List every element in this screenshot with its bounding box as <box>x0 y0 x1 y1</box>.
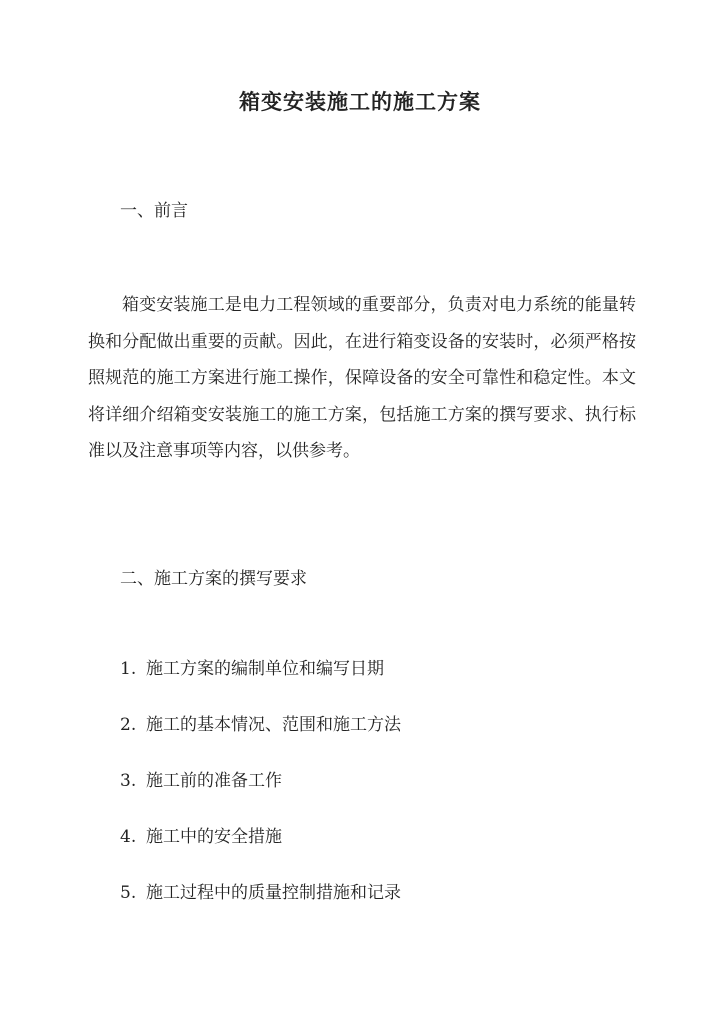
list-item <box>120 655 401 711</box>
section-heading-preface: 一、前言 <box>120 201 188 221</box>
list-item <box>120 823 401 879</box>
preface-paragraph: 箱变安装施工是电力工程领域的重要部分，负责对电力系统的能量转换和分配做出重要的贡献。因此，在进行箱变设备的安装时，必须严格按照规范的施工方案进行施工操作，保障设备的安全可靠性和稳定性。本文将详细介绍箱变安装施工的施工方案，包括施工方案的撰写要求、执行标准以及注意事项等内容，以供参考。 <box>88 295 636 461</box>
list-item <box>120 879 401 935</box>
list-item-text: 施工过程中的质量控制措施和记录 <box>146 883 401 903</box>
list-item <box>120 767 401 823</box>
list-item-number: 5. <box>120 883 137 903</box>
requirements-list <box>120 655 401 935</box>
list-item-number: 2. <box>120 715 137 735</box>
list-item-text: 施工方案的编制单位和编写日期 <box>146 659 384 679</box>
list-item-number: 1. <box>120 659 137 679</box>
list-item-text: 施工中的安全措施 <box>146 827 282 847</box>
list-item-text: 施工的基本情况、范围和施工方法 <box>146 715 401 735</box>
list-item <box>120 711 401 767</box>
list-item-number: 3. <box>120 771 137 791</box>
list-item-number: 4. <box>120 827 137 847</box>
list-item-text: 施工前的准备工作 <box>146 771 282 791</box>
document-title: 箱变安装施工的施工方案 <box>239 89 481 114</box>
section-heading-requirements: 二、施工方案的撰写要求 <box>120 569 307 589</box>
